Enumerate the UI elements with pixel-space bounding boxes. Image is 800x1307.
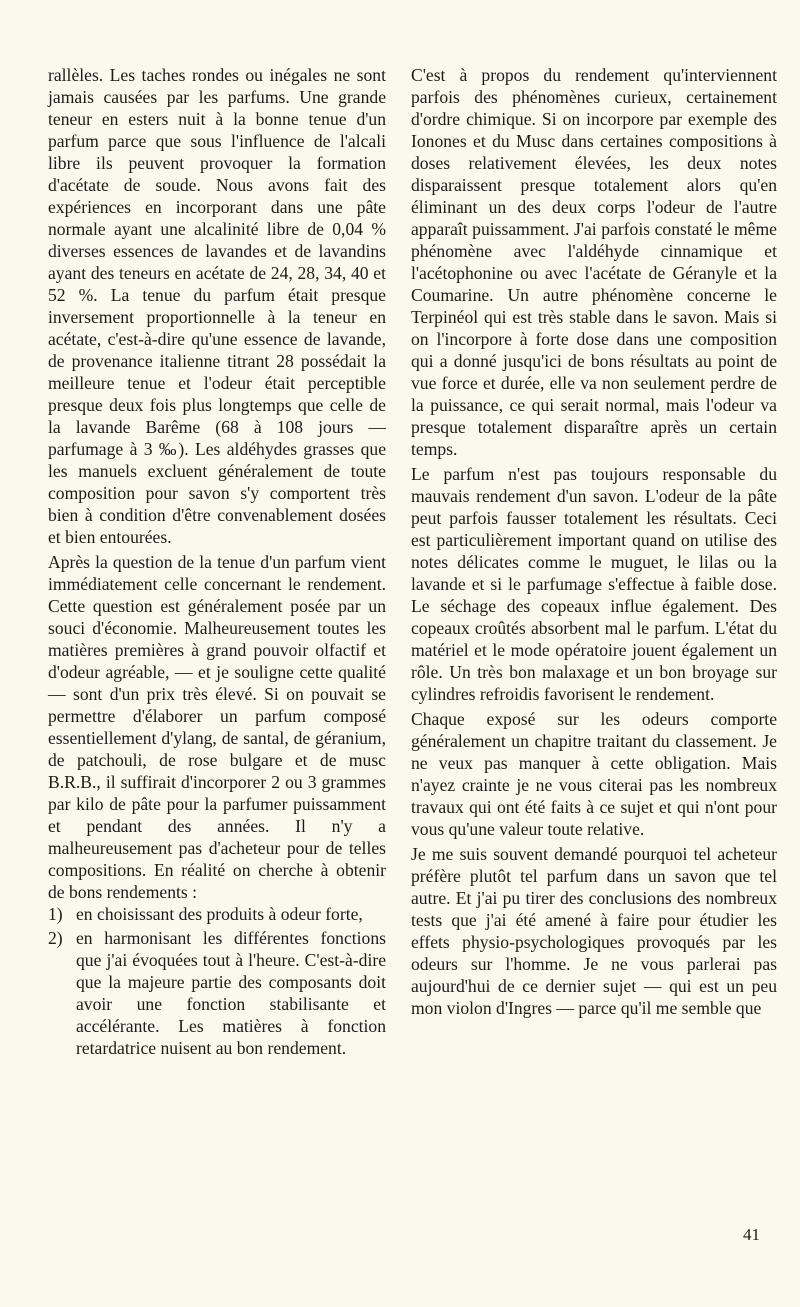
list-text: en harmonisant les différentes fonctions que j'ai évoquées tout à l'heure. C'est-à-dire que la majeure partie des composants doit avoir une fonction stabilisante et accélérante. Les matières à fonction retardatrice nuisent au bon rendement.: [76, 928, 386, 1058]
paragraph: C'est à propos du rendement qu'interviennent parfois des phénomènes curieux, certainement d'ordre chimique. Si on incorpore par exemple des Ionones et du Musc dans certaines compositions à doses relativement élevées, les deux notes disparaissent presque totalement alors qu'en éliminant un des deux corps l'odeur de l'autre apparaît puissamment. J'ai parfois constaté le même phénomène avec l'aldéhyde cinnamique et l'acétophonine ou avec l'acétate de Géranyle et la Coumarine. Un autre phénomène concerne le Terpinéol qui est très stable dans le savon. Mais si on l'incorpore à forte dose dans une composition qui a donné jusqu'ici de bons résultats au point de vue force et durée, elle va non seulement perdre de la puissance, ce qui serait normal, mais l'odeur va presque totalement disparaître après un certain temps.: [411, 65, 777, 459]
list-item: [48, 927, 386, 1059]
right-column: [411, 64, 777, 1019]
left-column: [48, 64, 386, 1059]
paragraph: Je me suis souvent demandé pourquoi tel acheteur préfère plutôt tel parfum dans un savon que tel autre. Et j'ai pu tirer des conclusions des nombreux tests que j'ai été amené à faire pour étudier les effets physio-psychologiques provoqués par les odeurs sur l'homme. Je ne vous parlerai pas aujourd'hui de ce dernier sujet — qui est un peu mon violon d'Ingres — parce qu'il me semble que: [411, 844, 777, 1018]
numbered-list: [48, 903, 386, 1059]
paragraph: Chaque exposé sur les odeurs comporte généralement un chapitre traitant du classement. Je ne veux pas manquer à cette obligation. Mais n'ayez crainte je ne vous citerai pas les nombreux travaux qui ont été faits à ce sujet et qui n'ont pour vous qu'une valeur toute relative.: [411, 709, 777, 839]
list-item: [48, 903, 386, 925]
list-text: en choisissant des produits à odeur forte,: [76, 904, 363, 924]
list-number: 2): [48, 928, 63, 948]
paragraph: rallèles. Les taches rondes ou inégales ne sont jamais causées par les parfums. Une grande teneur en esters nuit à la bonne tenue d'un parfum parce que sous l'influence de l'alcali libre ils peuvent provoquer la formation d'acétate de soude. Nous avons fait des expériences en incorporant dans une pâte normale ayant une alcalinité libre de 0,04 % diverses essences de lavandes et de lavandins ayant des teneurs en acétate de 24, 28, 34, 40 et 52 %. La tenue du parfum était presque inversement proportionnelle à la teneur en acétate, c'est-à-dire qu'une essence de lavande, de provenance italienne titrant 28 possédait la meilleure tenue et l'odeur était perceptible presque deux fois plus longtemps que celle de la lavande Barême (68 à 108 jours — parfumage à 3 ‰). Les aldéhydes grasses que les manuels excluent généralement de toute composition pour savon s'y comportent très bien à condition d'être convenablement dosées et bien entourées.: [48, 65, 386, 547]
page-number: 41: [743, 1225, 760, 1244]
list-number: 1): [48, 904, 63, 924]
paragraph: Après la question de la tenue d'un parfum vient immédiatement celle concernant le rendement. Cette question est généralement posée par un souci d'économie. Malheureusement toutes les matières premières à grand pouvoir olfactif et d'odeur agréable, — et je souligne cette qualité — sont d'un prix très élevé. Si on pouvait se permettre d'élaborer un parfum composé essentiellement d'ylang, de santal, de géranium, de patchouli, de rose bulgare et de musc B.R.B., il suffirait d'incorporer 2 ou 3 grammes par kilo de pâte pour la parfumer puissamment et pendant des années. Il n'y a malheureusement pas d'acheteur pour de telles compositions. En réalité on cherche à obtenir de bons rendements :: [48, 552, 386, 902]
paragraph: Le parfum n'est pas toujours responsable du mauvais rendement d'un savon. L'odeur de la pâte peut parfois fausser totalement les résultats. Ceci est particulièrement important quand on utilise des notes délicates comme le muguet, le lilas ou la lavande et si le parfumage s'effectue à faible dose. Le séchage des copeaux influe également. Des copeaux croûtés absorbent mal le parfum. L'état du matériel et le mode opératoire jouent également un rôle. Un très bon malaxage et un bon broyage sur cylindres refroidis favorisent le rendement.: [411, 464, 777, 704]
